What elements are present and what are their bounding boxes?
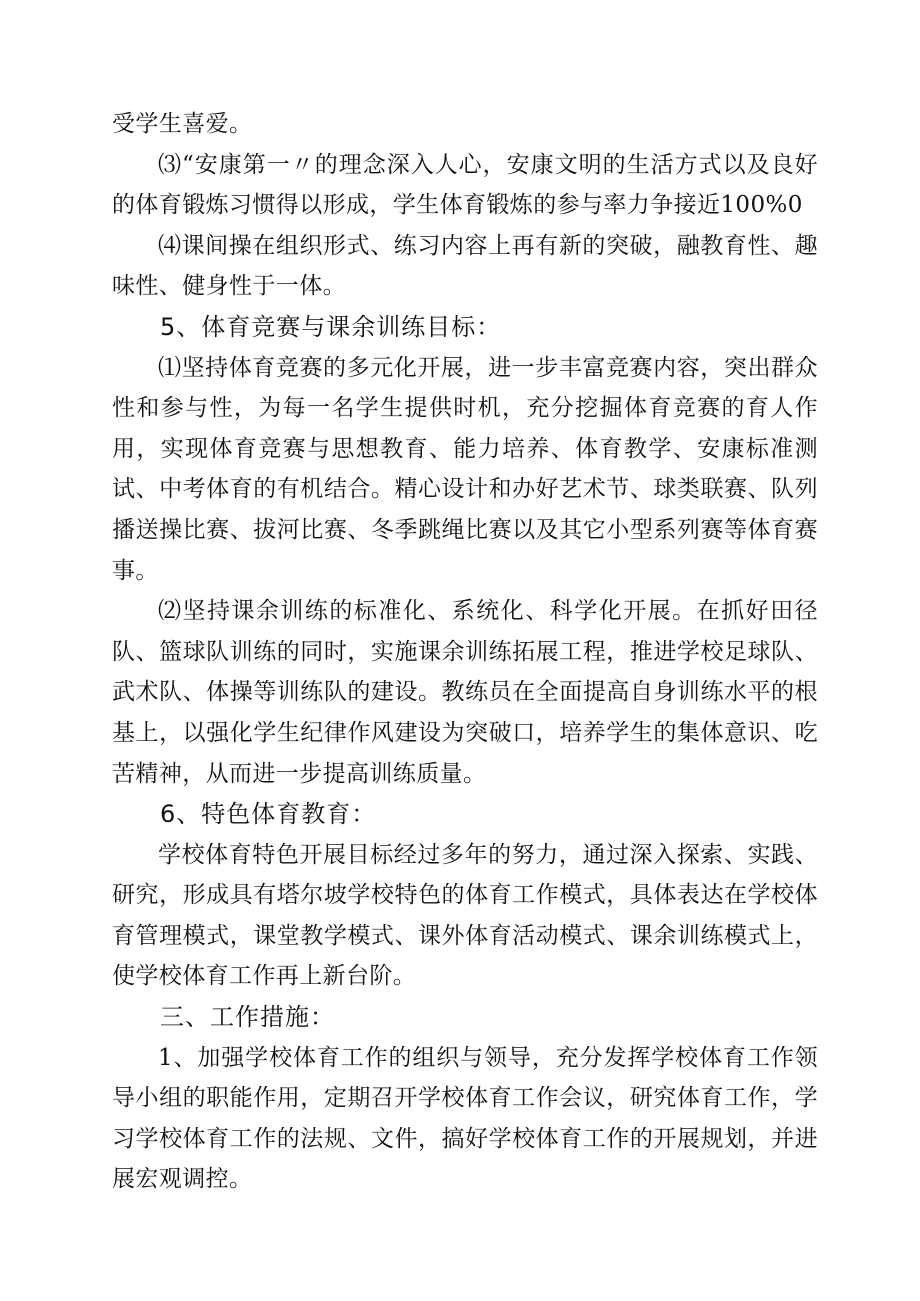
paragraph-continuation: 受学生喜爱。: [112, 111, 253, 137]
paragraph-item-4: ⑷课间操在组织形式、练习内容上再有新的突破，融教育性、趣味性、健身性于一体。: [112, 232, 818, 300]
paragraph-measure-1: 1、加强学校体育工作的组织与领导，充分发挥学校体育工作领导小组的职能作用，定期召开学校体育工作会议，研究体育工作，学习学校体育工作的法规、文件，搞好学校体育工作的开展规划，并进展宏观调控。: [112, 1044, 818, 1193]
paragraph-item-3: ⑶“安康第一〃的理念深入人心，安康文明的生活方式以及良好的体育锻炼习惯得以形成，学生体育锻炼的参与率力争接近100%0: [112, 151, 818, 219]
paragraph-training-2: ⑵坚持课余训练的标准化、系统化、科学化开展。在抓好田径队、篮球队训练的同时，实施课余训练拓展工程，推进学校足球队、武术队、体操等训练队的建设。教练员在全面提高自身训练水平的根基上，以强化学生纪律作风建设为突破口，培养学生的集体意识、吃苦精神，从而进一步提高训练质量。: [112, 598, 818, 787]
paragraph-special-education: 学校体育特色开展目标经过多年的努力，通过深入探索、实践、研究，形成具有塔尔坡学校特色的体育工作模式，具体表达在学校体育管理模式，课堂教学模式、课外体育活动模式、课余训练模式上，使学校体育工作再上新台阶。: [112, 841, 818, 990]
paragraph-competition-1: ⑴坚持体育竞赛的多元化开展，进一步丰富竞赛内容，突出群众性和参与性，为每一名学生提供时机，充分挖掘体育竞赛的育人作用，实现体育竞赛与思想教育、能力培养、体育教学、安康标准测试、中考体育的有机结合。精心设计和办好艺术节、球类联赛、队列播送操比赛、拔河比赛、冬季跳绳比赛以及其它小型系列赛等体育赛事。: [112, 354, 818, 584]
section-heading-5: 5、体育竞赛与课余训练目标：: [160, 312, 502, 341]
section-heading-measures: 三、工作措施：: [160, 1003, 335, 1032]
section-heading-6: 6、特色体育教育：: [160, 800, 377, 829]
document-body: [112, 104, 818, 1200]
